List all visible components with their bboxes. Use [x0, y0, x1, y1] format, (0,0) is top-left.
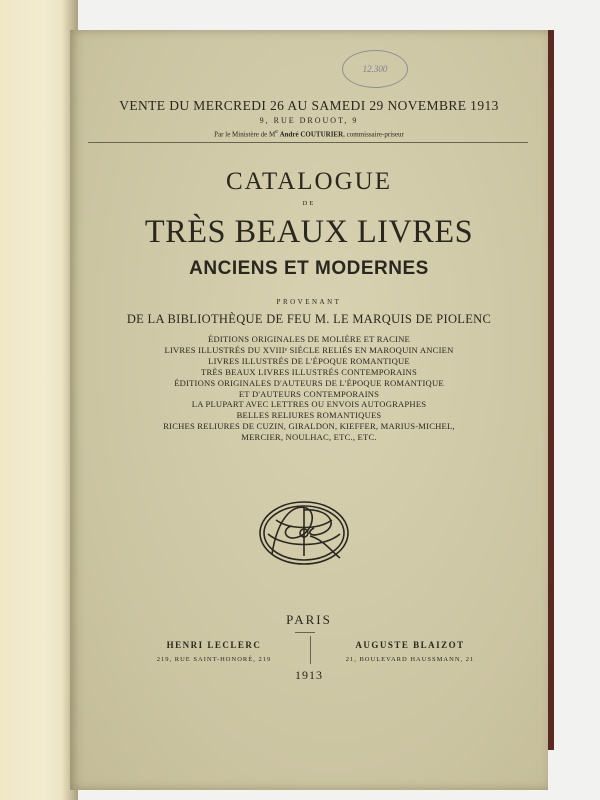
publication-year: 1913	[295, 668, 323, 682]
contents-item: ÉDITIONS ORIGINALES DE MOLIÈRE ET RACINE	[208, 334, 410, 344]
auctioneer-prefix: Par le Ministère de M	[214, 130, 276, 139]
publisher-right	[316, 640, 504, 663]
sale-dates: VENTE DU MERCREDI 26 AU SAMEDI 29 NOVEMBRE 1913	[119, 98, 499, 113]
city: PARIS	[286, 612, 332, 627]
publisher-left	[116, 640, 312, 663]
provenance-library: DE LA BIBLIOTHÈQUE DE FEU M. LE MARQUIS DE PIOLENC	[126, 312, 492, 326]
contents-item: LIVRES ILLUSTRÉS DE L'ÉPOQUE ROMANTIQUE	[208, 355, 410, 366]
contents-item: BELLES RELIURES ROMANTIQUES	[236, 410, 382, 421]
catalogue-title: CATALOGUE	[226, 168, 392, 195]
publisher-left-address: 219, RUE SAINT-HONORÉ, 219	[156, 656, 272, 663]
sale-address: 9, RUE DROUOT, 9	[259, 116, 359, 125]
title-page	[70, 30, 548, 790]
publisher-right-address: 21, BOULEVARD HAUSSMANN, 21	[345, 656, 475, 663]
contents-item: RICHES RELIURES DE CUZIN, GIRALDON, KIEFFER, MARIUS-MICHEL,	[163, 421, 455, 432]
main-title: TRÈS BEAUX LIVRES	[144, 214, 474, 250]
city-rule	[295, 632, 315, 633]
contents-item: ET D'AUTEURS CONTEMPORAINS	[238, 388, 380, 399]
library-stamp: 12.300	[342, 50, 408, 88]
auctioneer-line	[70, 129, 548, 138]
publisher-right-name: AUGUSTE BLAIZOT	[355, 640, 465, 650]
publisher-divider	[310, 636, 311, 664]
contents-item: LA PLUPART AVEC LETTRES OU ENVOIS AUTOGRAPHES	[191, 399, 427, 410]
contents-item: TRÈS BEAUX LIVRES ILLUSTRÉS CONTEMPORAINS	[201, 366, 417, 377]
subtitle: ANCIENS ET MODERNES	[189, 258, 429, 279]
publisher-left-name: HENRI LECLERC	[166, 640, 262, 650]
provenant-label: PROVENANT	[276, 298, 342, 306]
contents-item: LIVRES ILLUSTRÉS DU XVIIIᵉ SIÈCLE RELIÉS EN MAROQUIN ANCIEN	[164, 344, 454, 355]
contents-item: MERCIER, NOULHAC, ETC., ETC.	[241, 432, 377, 443]
auctioneer-suffix: , commissaire-priseur	[343, 130, 404, 139]
title-de: DE	[302, 200, 316, 207]
auctioneer-sup: e	[275, 129, 278, 135]
monogram-ornament-icon	[254, 496, 354, 570]
header-rule	[88, 142, 528, 143]
contents-item: ÉDITIONS ORIGINALES D'AUTEURS DE L'ÉPOQUE ROMANTIQUE	[174, 377, 444, 388]
contents-list	[70, 334, 548, 443]
auctioneer-name: André COUTURIER	[279, 130, 344, 139]
